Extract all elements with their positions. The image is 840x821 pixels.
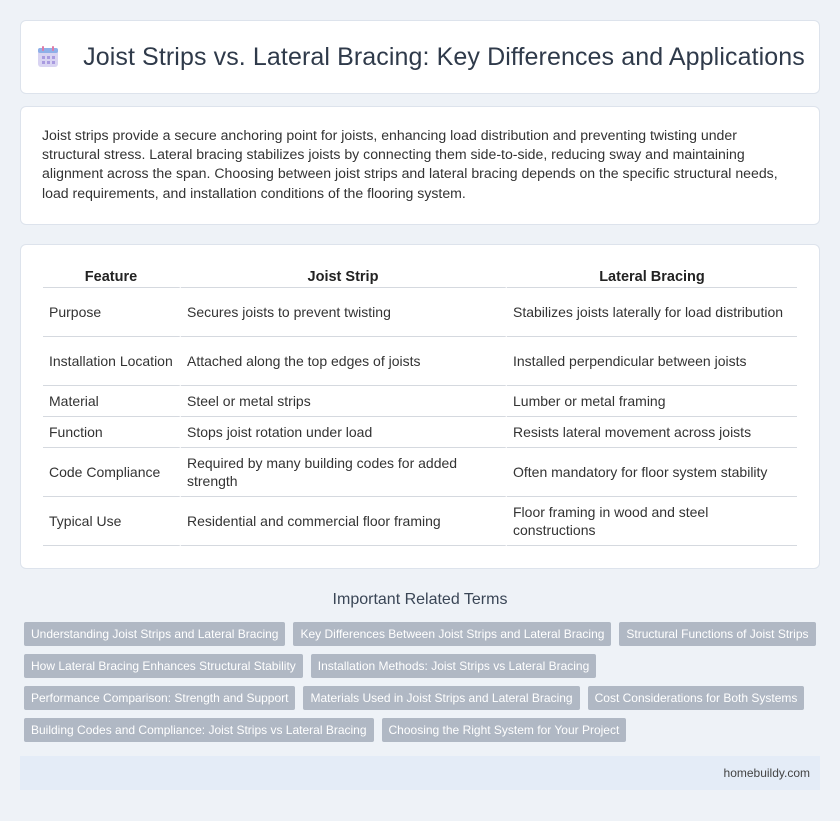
table-cell: Secures joists to prevent twisting bbox=[181, 288, 507, 337]
related-term-tag[interactable]: Performance Comparison: Strength and Support bbox=[24, 686, 295, 710]
related-term-tag[interactable]: Key Differences Between Joist Strips and Lateral Bracing bbox=[293, 622, 611, 646]
table-row bbox=[43, 337, 797, 386]
related-term-tag[interactable]: How Lateral Bracing Enhances Structural Stability bbox=[24, 654, 303, 678]
related-term-tag[interactable]: Structural Functions of Joist Strips bbox=[619, 622, 815, 646]
table-cell: Installation Location bbox=[43, 337, 181, 386]
table-cell: Typical Use bbox=[43, 497, 181, 546]
page-title: Joist Strips vs. Lateral Bracing: Key Differences and Applications bbox=[83, 42, 805, 71]
intro-section bbox=[20, 106, 820, 225]
table-cell: Stops joist rotation under load bbox=[181, 417, 507, 448]
table-cell: Residential and commercial floor framing bbox=[181, 497, 507, 546]
related-term-tag[interactable]: Materials Used in Joist Strips and Lateral Bracing bbox=[303, 686, 579, 710]
table-row bbox=[43, 386, 797, 417]
related-terms-tags bbox=[20, 622, 820, 742]
table-cell: Purpose bbox=[43, 288, 181, 337]
related-term-tag[interactable]: Cost Considerations for Both Systems bbox=[588, 686, 805, 710]
table-row bbox=[43, 448, 797, 497]
calendar-icon bbox=[35, 44, 61, 70]
table-row bbox=[43, 417, 797, 448]
related-term-tag[interactable]: Building Codes and Compliance: Joist Strips vs Lateral Bracing bbox=[24, 718, 374, 742]
table-cell: Resists lateral movement across joists bbox=[507, 417, 797, 448]
table-row bbox=[43, 288, 797, 337]
table-cell: Installed perpendicular between joists bbox=[507, 337, 797, 386]
related-terms-section bbox=[0, 591, 840, 742]
footer-site-link[interactable]: homebuildy.com bbox=[723, 766, 810, 780]
header-feature: Feature bbox=[43, 261, 181, 288]
page-header bbox=[20, 20, 820, 94]
table-cell: Code Compliance bbox=[43, 448, 181, 497]
table-cell: Function bbox=[43, 417, 181, 448]
table-cell: Stabilizes joists laterally for load distribution bbox=[507, 288, 797, 337]
table-cell: Floor framing in wood and steel constructions bbox=[507, 497, 797, 546]
related-term-tag[interactable]: Understanding Joist Strips and Lateral Bracing bbox=[24, 622, 285, 646]
intro-text: Joist strips provide a secure anchoring point for joists, enhancing load distribution and preventing twisting under structural stress. Lateral bracing stabilizes joists by connecting them side-to-side, reducing sway and maintaining alignment across the span. Choosing between joist strips and lateral bracing depends on the specific structural needs, load requirements, and installation conditions of the flooring system. bbox=[42, 127, 778, 201]
related-terms-title: Important Related Terms bbox=[332, 591, 508, 608]
related-term-tag[interactable]: Installation Methods: Joist Strips vs Lateral Bracing bbox=[311, 654, 596, 678]
table-cell: Steel or metal strips bbox=[181, 386, 507, 417]
table-header-row bbox=[43, 261, 797, 288]
table-cell: Often mandatory for floor system stability bbox=[507, 448, 797, 497]
related-term-tag[interactable]: Choosing the Right System for Your Project bbox=[382, 718, 627, 742]
table-cell: Lumber or metal framing bbox=[507, 386, 797, 417]
page-footer bbox=[20, 756, 820, 790]
comparison-table-card bbox=[20, 244, 820, 569]
header-lateral-bracing: Lateral Bracing bbox=[507, 261, 797, 288]
table-cell: Material bbox=[43, 386, 181, 417]
header-joist-strip: Joist Strip bbox=[181, 261, 507, 288]
table-cell: Attached along the top edges of joists bbox=[181, 337, 507, 386]
table-cell: Required by many building codes for added strength bbox=[181, 448, 507, 497]
comparison-table bbox=[43, 261, 797, 546]
table-row bbox=[43, 497, 797, 546]
